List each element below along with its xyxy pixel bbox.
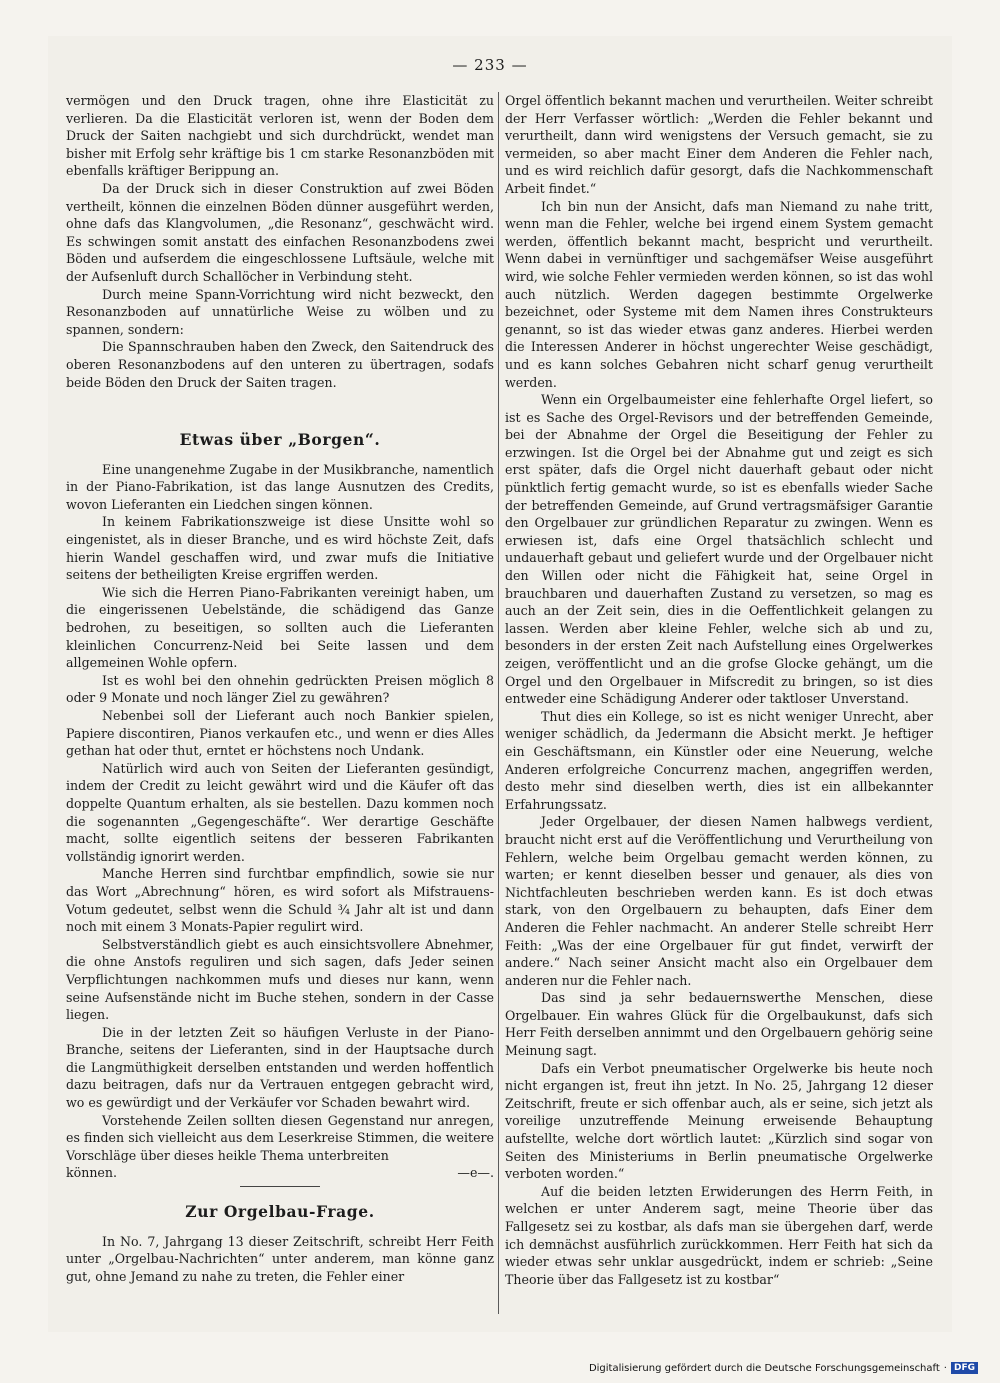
closing-last-line: können. <box>66 1165 118 1181</box>
dfg-logo: DFG <box>951 1362 978 1374</box>
page-number: — 233 — <box>452 56 528 74</box>
paragraph: Die Spannschrauben haben den Zweck, den Saitendruck des oberen Resonanzbodens auf den unteren zu übertragen, sodafs beide Böden den Druck der Saiten tragen. <box>66 339 494 390</box>
paragraph: Wie sich die Herren Piano-Fabrikanten vereinigt haben, um die eingerissenen Uebelstände, die schädigend das Ganze bedrohen, zu beseitigen, so sollten auch die Lieferanten kleinlichen Concurrenz-Neid bei Seite lassen und dem allgemeinen Wohle opfern. <box>66 584 494 671</box>
paragraph: Jeder Orgelbauer, der diesen Namen halbwegs verdient, braucht nicht erst auf die Veröffentlichung und Verurtheilung von Fehlern, welche beim Orgelbau gemacht werden können, zu warten; er kennt dieselben besser und genauer, als dies von Nichtfachleuten beschrieben werden kann. Es ist doch etwas stark, von den Orgelbauern zu behaupten, dafs Einer dem Anderen die Fehler nachmacht. An anderer Stelle schreibt Herr Feith: „Was der eine Orgelbauer für gut findet, verwirft der andere.“ Nach seiner Ansicht macht also ein Orgelbauer dem anderen nur die Fehler nach. <box>505 814 933 988</box>
paragraph: Orgel öffentlich bekannt machen und verurtheilen. Weiter schreibt der Herr Verfasser wörtlich: „Werden die Fehler bekannt und verurtheilt, dann wird wenigstens der Versuch gemacht, sie zu vermeiden, so aber macht Einer dem Anderen die Fehler nach, und es wird reichlich dafür gesorgt, dafs die Nachkommenschaft Arbeit findet.“ <box>505 93 933 196</box>
digitization-footer <box>589 1362 978 1374</box>
section-separator <box>240 1186 320 1187</box>
paragraph: Dafs ein Verbot pneumatischer Orgelwerke bis heute noch nicht ergangen ist, freut ihn jetzt. In No. 25, Jahrgang 12 dieser Zeitschrift, freute er sich offenbar auch, als er seine, sich jetzt als voreilige unzutreffende Meinung erweisende Behauptung aufstellte, welche dort wörtlich lautet: „Kürzlich sind sogar von Seiten des Ministeriums in Berlin pneumatische Orgelwerke verboten worden.“ <box>505 1060 933 1182</box>
paragraph: Das sind ja sehr bedauernswerthe Menschen, diese Orgelbauer. Ein wahres Glück für die Orgelbaukunst, dafs sich Herr Feith derselben annimmt und den Orgelbauern gehörig seine Meinung sagt. <box>505 990 933 1059</box>
paragraph: Thut dies ein Kollege, so ist es nicht weniger Unrecht, aber weniger schädlich, da Jedermann die Absicht merkt. Je heftiger ein Geschäftsmann, ein Künstler oder eine Neuerung, welche Anderen erfolgreiche Concurrenz machen, angegriffen werden, desto mehr sind dieselben werth, dies ist ein allbekannter Erfahrungssatz. <box>505 708 933 812</box>
paragraph: Auf die beiden letzten Erwiderungen des Herrn Feith, in welchen er unter Anderem sagt, meine Theorie über das Fallgesetz sei zu kostbar, als dafs man sie übergehen darf, werde ich demnächst ausführlich zurückkommen. Herr Feith hat sich da wieder etwas sehr unklar ausgedrückt, indem er schrieb: „Seine Theorie über das Fallgesetz ist zu kostbar“ <box>505 1183 933 1287</box>
paragraph: Selbstverständlich giebt es auch einsichtsvollere Abnehmer, die ohne Anstofs reguliren und sich sagen, dafs Jeder seinen Verpflichtungen nachkommen mufs und dieses nur kann, wenn seine Aufsenstände nicht im Buche stehen, sondern in der Casse liegen. <box>66 936 494 1023</box>
footer-text: Digitalisierung gefördert durch die Deutsche Forschungsgemeinschaft <box>588 1362 940 1374</box>
paragraph: Durch meine Spann-Vorrichtung wird nicht bezweckt, den Resonanzboden auf unnatürliche Weise zu wölben und zu spannen, sondern: <box>66 286 494 337</box>
footer-separator: · <box>943 1362 947 1374</box>
paragraph: Eine unangenehme Zugabe in der Musikbranche, namentlich in der Piano-Fabrikation, ist das lange Ausnutzen des Credits, wovon Lieferanten ein Liedchen singen können. <box>66 461 494 512</box>
paragraph: Ist es wohl bei den ohnehin gedrückten Preisen möglich 8 oder 9 Monate und noch länger Ziel zu gewähren? <box>66 672 494 706</box>
paragraph: In keinem Fabrikationszweige ist diese Unsitte wohl so eingenistet, als in dieser Branche, und es wird höchste Zeit, dafs hierin Wandel geschaffen wird, und zwar mufs die Initiative seitens der betheiligten Kreise ergriffen werden. <box>66 514 494 583</box>
paragraph: Natürlich wird auch von Seiten der Lieferanten gesündigt, indem der Credit zu leicht gewährt wird und die Käufer oft das doppelte Quantum erhalten, als sie bestellen. Dazu kommen noch die sogenannten „Gegengeschäfte“. Wer derartige Geschäfte macht, sollte eigentlich seitens der besseren Fabrikanten vollständig ignorirt werden. <box>66 760 494 864</box>
column-divider <box>498 92 499 1314</box>
paragraph: vermögen und den Druck tragen, ohne ihre Elasticität zu verlieren. Da die Elasticität verloren ist, wenn der Boden dem Druck der Saiten nachgiebt und sich durchdrückt, wendet man bisher mit Erfolg sehr kräftige bis 1 cm starke Resonanzböden mit ebenfalls kräftiger Berippung an. <box>66 93 494 179</box>
paragraph: Vorstehende Zeilen sollten diesen Gegenstand nur anregen, es finden sich vielleicht aus dem Leserkreise Stimmen, die weitere Vorschläge über dieses heikle Thema unterbreiten <box>66 1112 494 1163</box>
paragraph: Ich bin nun der Ansicht, dafs man Niemand zu nahe tritt, wenn man die Fehler, welche bei irgend einem System gemacht werden, öffentlich bekannt macht, bespricht und verurtheilt. Wenn dabei in vernünftiger und sachgemäfser Weise ausgeführt wird, wie solche Fehler vermieden werden können, so ist das wohl auch nützlich. Werden dagegen bestimmte Orgelwerke bezeichnet, oder Systeme mit dem Namen ihres Construkteurs genannt, so ist das wieder etwas ganz anderes. Hierbei werden die Interessen Anderer in höchst ungerechter Weise geschädigt, und es kann solches Gebahren nicht scharf genug verurtheilt werden. <box>505 198 933 390</box>
article-heading-borgen: Etwas über „Borgen“. <box>179 430 381 450</box>
right-column <box>505 92 933 1288</box>
paragraph: Die in der letzten Zeit so häufigen Verluste in der Piano-Branche, seitens der Lieferanten, sind in der Hauptsache durch die Langmüthigkeit derselben entstanden und werden hoffentlich dazu beitragen, dafs nur da Vertrauen entgegen gebracht wird, wo es gewürdigt und der Verkäufer vor Schaden bewahrt wird. <box>66 1024 494 1111</box>
paragraph: In No. 7, Jahrgang 13 dieser Zeitschrift, schreibt Herr Feith unter „Orgelbau-Nachrichten“ unter anderem, man könne ganz gut, ohne Jemand zu nahe zu treten, die Fehler einer <box>66 1233 494 1284</box>
author-signature: —e—. <box>457 1165 494 1181</box>
paragraph: Da der Druck sich in dieser Construktion auf zwei Böden vertheilt, können die einzelnen Böden dünner ausgeführt werden, ohne dafs das Klangvolumen, „die Resonanz“, geschwächt wird. Es schwingen somit anstatt des einfachen Resonanzbodens zwei Böden und aufserdem die eingeschlossene Luftsäule, welche mit der Aufsenluft durch Schallöcher in Verbindung steht. <box>66 180 494 284</box>
paragraph: Nebenbei soll der Lieferant auch noch Bankier spielen, Papiere discontiren, Pianos verkaufen etc., und wenn er dies Alles gethan hat oder thut, erntet er höchstens noch Undank. <box>66 708 494 759</box>
article-heading-orgelbau: Zur Orgelbau-Frage. <box>185 1202 375 1222</box>
article-signoff <box>66 1164 494 1182</box>
paragraph: Manche Herren sind furchtbar empfindlich, sowie sie nur das Wort „Abrechnung“ hören, es wird sofort als Mifstrauens-Votum gedeutet, selbst wenn die Schuld ¾ Jahr alt ist und dann noch mit einem 3 Monats-Papier regulirt wird. <box>66 866 494 935</box>
left-column <box>66 92 494 1285</box>
paragraph: Wenn ein Orgelbaumeister eine fehlerhafte Orgel liefert, so ist es Sache des Orgel-Revisors und der betreffenden Gemeinde, bei der Abnahme der Orgel die Beseitigung der Fehler zu erzwingen. Ist die Orgel bei der Abnahme gut und zeigt es sich erst später, dafs die Orgel nicht dauerhaft gebaut oder nicht pünktlich fertig gemacht wurde, so ist es ebenfalls wieder Sache der betreffenden Gemeinde, auf Grund vertragsmäfsiger Garantie den Orgelbauer zur gründlichen Reparatur zu zwingen. Wenn es erwiesen ist, dafs eine Orgel thatsächlich schlecht und undauerhaft gebaut und geliefert wurde und der Orgelbauer nicht den Willen oder nicht die Fähigkeit hat, seine Orgel in brauchbaren und dauerhaften Zustand zu versetzen, so mag es auch an der Zeit sein, dies in die Oeffentlichkeit gelangen zu lassen. Werden aber kleine Fehler, welche sich ab und zu, besonders in der ersten Zeit nach Aufstellung eines Orgelwerkes zeigen, veröffentlicht und an die grofse Glocke gehängt, um die Orgel und den Orgelbauer in Mifscredit zu bringen, so ist dies entweder eine Schädigung Anderer oder taktloser Unverstand. <box>505 392 933 707</box>
